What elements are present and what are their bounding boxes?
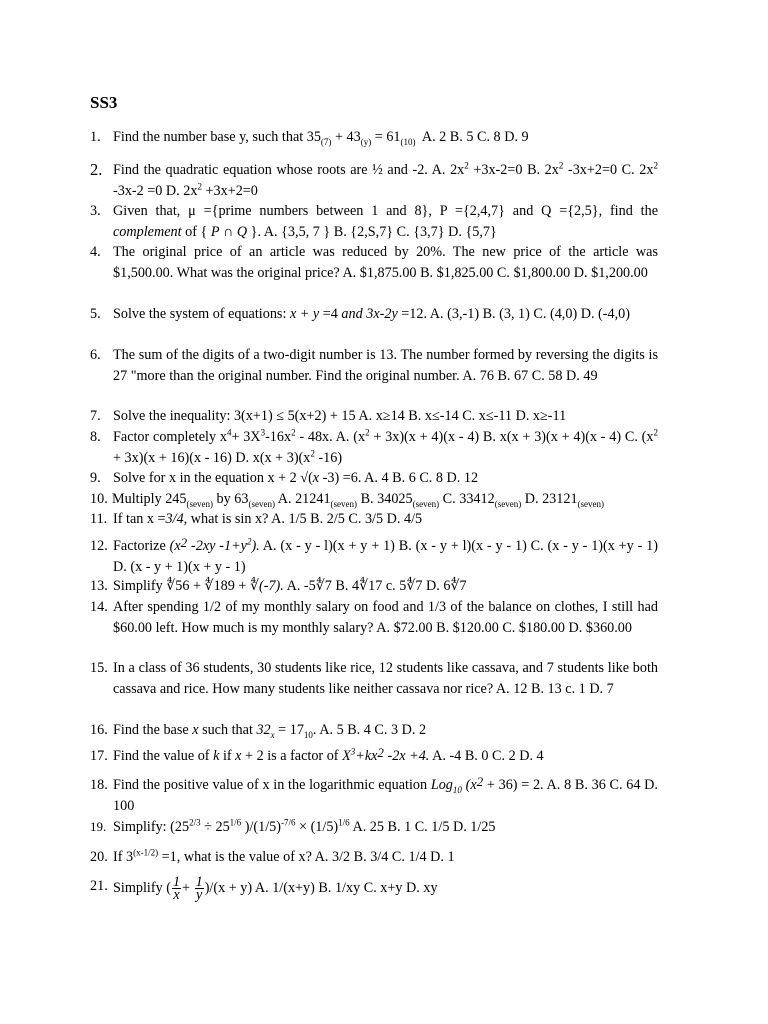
question-number: 4. — [90, 244, 101, 260]
question-number: 14. — [90, 599, 108, 615]
question-16 — [90, 720, 658, 741]
question-number: 9. — [90, 470, 101, 486]
question-5 — [90, 304, 658, 325]
question-number: 15. — [90, 660, 108, 676]
question-number: 16. — [90, 722, 108, 738]
question-text: If tan x =3/4, what is sin x? A. 1/5 B. 2/5 C. 3/5 D. 4/5 — [113, 511, 423, 527]
question-text: Find the base x such that $32_x = 17_{10}$. A. 5 B. 4 C. 3 D. 2 — [113, 722, 427, 740]
question-number: 13. — [90, 578, 108, 594]
question-text: Simplify: ($25^{2/3} \div 25^{1/6}$ )$/(1/5)^{-7/6} \times (1/5)^{1/6}$ A. 25 B. 1 C. 1/5 D. 1/25 — [113, 817, 496, 835]
question-3 — [90, 201, 658, 242]
question-text: The original price of an article was reduced by 20%. The new price of the article was $1,500.00. What was the original price? A. $1,875.00 B. $1,825.00 C. $1,800.00 D. $1,200.00 — [113, 244, 658, 281]
question-text: Find the positive value of x in the logarithmic equation Log$_{10}$ (x2 + 36) = 2. A. 8 B. 36 C. 64 D. 100 — [113, 774, 658, 814]
question-7 — [90, 406, 658, 427]
question-number: 20. — [90, 849, 108, 865]
question-15 — [90, 658, 658, 699]
question-2 — [90, 160, 658, 201]
question-number: 12. — [90, 538, 108, 554]
question-text: The sum of the digits of a two-digit number is 13. The number formed by reversing the digits is 27 "more than the original number. Find the original number. A. 76 B. 67 C. 58 D. 49 — [113, 347, 658, 384]
question-number: 2. — [90, 160, 103, 179]
question-number: 18. — [90, 777, 108, 793]
question-number: 8. — [90, 429, 101, 445]
question-text: Solve the system of equations: x + y =4 and 3x-2y =12. A. (3,-1) B. (3, 1) C. (4,0) D. (-4,0) — [113, 306, 630, 322]
question-18 — [90, 775, 658, 816]
question-1 — [90, 127, 658, 148]
question-13 — [90, 576, 658, 597]
question-text: After spending 1/2 of my monthly salary on food and 1/3 of the balance on clothes, I still had $60.00 left. How much is my monthly salary? A. $72.00 B. $120.00 C. $180.00 D. $360.00 — [113, 599, 658, 636]
question-20 — [90, 847, 658, 868]
question-19 — [90, 817, 658, 838]
question-number: 5. — [90, 306, 101, 322]
question-number: 6. — [90, 347, 101, 363]
question-text: Solve the inequality: 3(x+1) ≤ 5(x+2) + 15 A. x≥14 B. x≤-14 C. x≤-11 D. x≥-11 — [113, 408, 567, 424]
question-text: Given that, μ ={prime numbers between 1 and 8}, P ={2,4,7} and Q ={2,5}, find the complement of { P ∩ Q }. A. {3,5, 7 } B. {2,S,7} C. {3,7} D. {5,7} — [113, 203, 658, 240]
question-number: 11. — [90, 511, 108, 527]
question-11 — [90, 509, 658, 530]
question-text: Factor completely $x^4+ 3X^3-16x^2 - 48x$. A. $(x^2 + 3x)(x + 4)(x - 4)$ B. x(x + 3)(x + 4)(x - 4) C. $(x^2 + 3x)(x + 16)(x - 16)$ D. $x(x + 3)(x^2$ -16) — [113, 427, 659, 466]
question-12 — [90, 536, 658, 577]
question-text: Simplify ( $\frac{1}{x}$ + $\frac{1}{y}$ )/(x + y) A. 1/(x+y) B. 1/xy C. x+y D. xy — [113, 874, 438, 903]
question-10 — [90, 489, 658, 510]
question-number: 19. — [90, 819, 107, 834]
question-text: If $3^{(x-1/2)} =1$, what is the value of x? A. 3/2 B. 3/4 C. 1/4 D. 1 — [113, 847, 455, 865]
question-number: 7. — [90, 408, 101, 424]
question-text: Simplify ∜56 + ∜189 + ∜(-7). A. -5∜7 B. 4∜17 c. 5∜7 D. 6∜7 — [113, 578, 467, 594]
question-8 — [90, 427, 658, 468]
question-6 — [90, 345, 658, 386]
page-title: SS3 — [90, 93, 118, 112]
question-text: Multiply $245_{(seven)}$ by $63_{(seven)}$ A. $21241_{(seven)}$ B. $34025_{(seven)}$ C. $33412_{(seven)}$ D. $23121_{(seven)}$ — [112, 491, 605, 509]
question-text: Find the number base y, such that $35_{(7)} + 43_{(y)} = 61_{(10)}$ A. 2 B. 5 C. 8 D. 9 — [113, 129, 529, 147]
question-9 — [90, 468, 658, 489]
question-text: Solve for x in the equation x + 2 √(x -3) =6. A. 4 B. 6 C. 8 D. 12 — [113, 470, 479, 486]
question-text: Find the value of k if x + 2 is a factor of $X^3+kx2$ -2x +4. A. -4 B. 0 C. 2 D. 4 — [113, 745, 544, 764]
question-21 — [90, 876, 658, 901]
question-number: 10. — [90, 491, 108, 507]
question-number: 1. — [90, 129, 101, 145]
question-4 — [90, 242, 658, 283]
question-text: In a class of 36 students, 30 students like rice, 12 students like cassava, and 7 students like both cassava and rice. How many students like neither cassava nor rice? A. 12 B. 13 c. 1 D. 7 — [113, 660, 658, 697]
question-number: 17. — [90, 748, 108, 764]
question-text: Find the quadratic equation whose roots are ½ and -2. A. $2x^2 +3x-2=0$ B. $2x^2$ -3x+2=0 C. $2x^2$ -3x-2 =0 D. $2x^2 +3x+2=0$ — [113, 160, 658, 199]
question-17 — [90, 746, 658, 767]
question-14 — [90, 597, 658, 638]
question-number: 21. — [90, 878, 108, 894]
question-number: 3. — [90, 203, 101, 219]
question-text: Factorize (x2 -2xy $-1+y^2$). A. (x - y - l)(x + y + 1) B. (x - y + l)(x - y - 1) C. (x - y - 1)(x +y - 1) D. (x - y + 1)(x + y - 1) — [113, 535, 658, 575]
